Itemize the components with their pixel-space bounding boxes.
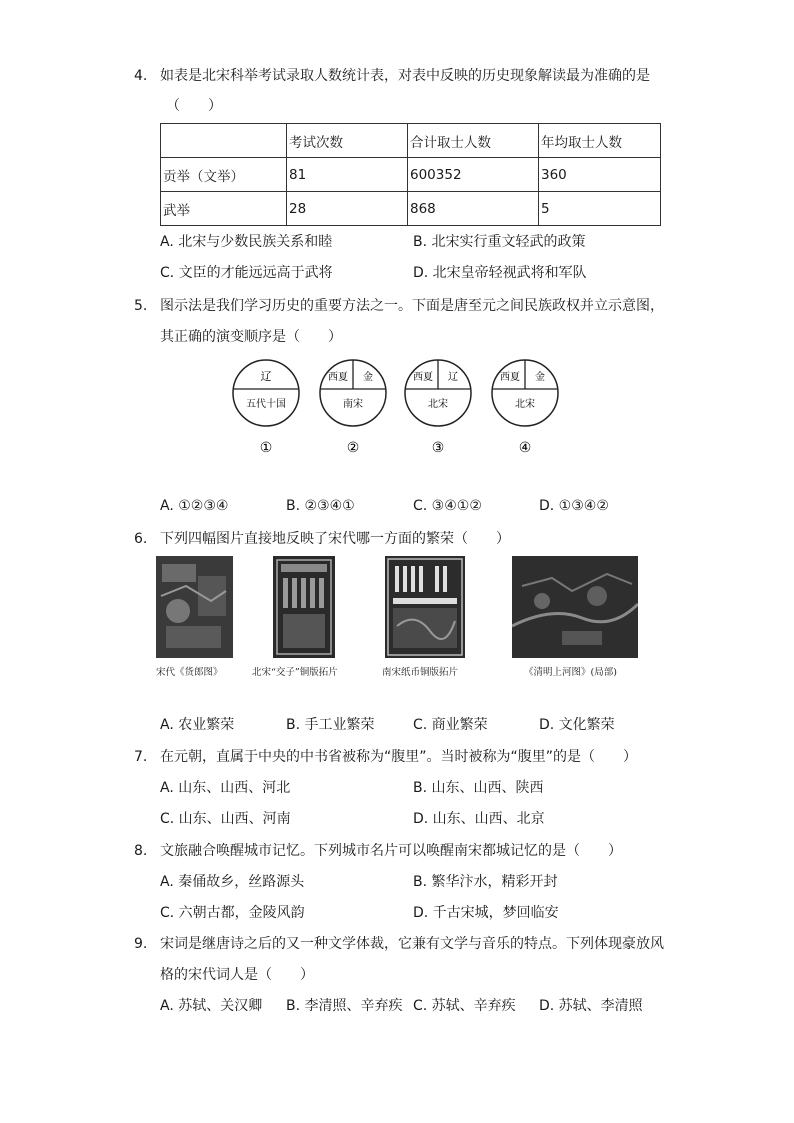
circle-1-label: ①	[259, 440, 273, 456]
table-cell: 868	[408, 192, 539, 226]
paper-money-rubbing-image	[385, 556, 465, 658]
image-caption-1: 宋代《货郎图》	[156, 667, 223, 678]
table-row	[161, 192, 661, 226]
q7-number: 7.	[134, 749, 148, 765]
q9-option-a[interactable]: A. 苏轼、关汉卿	[160, 998, 263, 1014]
regime-circle-2	[320, 360, 386, 456]
q5-option-c[interactable]: C. ③④①②	[413, 498, 482, 514]
table-header-cell	[161, 124, 287, 158]
q8-option-c[interactable]: C. 六朝古都，金陵风韵	[160, 905, 305, 921]
q8-number: 8.	[134, 843, 148, 859]
q9-number: 9.	[134, 936, 148, 952]
circle-3-top-left: 西夏	[413, 372, 433, 383]
circle-2-top-right: 金	[363, 372, 373, 383]
table-cell: 360	[539, 158, 661, 192]
q6-option-d[interactable]: D. 文化繁荣	[539, 717, 615, 733]
q5-option-a[interactable]: A. ①②③④	[160, 498, 229, 514]
table-header-cell: 年均取士人数	[539, 124, 661, 158]
q6-option-a[interactable]: A. 农业繁荣	[160, 717, 235, 733]
table-cell: 28	[287, 192, 408, 226]
q4-stem-line1: 如表是北宋科举考试录取人数统计表，对表中反映的历史现象解读最为准确的是	[160, 68, 650, 84]
image-caption-4: 《清明上河图》(局部)	[524, 667, 617, 678]
q4-number: 4.	[134, 68, 148, 84]
q6-option-c[interactable]: C. 商业繁荣	[413, 717, 488, 733]
table-cell: 600352	[408, 158, 539, 192]
q7-option-b[interactable]: B. 山东、山西、陕西	[413, 780, 544, 796]
q5-stem-line2: 其正确的演变顺序是（ ）	[160, 329, 342, 345]
q5-number: 5.	[134, 298, 148, 314]
circle-4-top-left: 西夏	[500, 372, 520, 383]
q9-option-d[interactable]: D. 苏轼、李清照	[539, 998, 643, 1014]
q9-option-b[interactable]: B. 李清照、辛弃疾	[286, 998, 403, 1014]
q4-option-b[interactable]: B. 北宋实行重文轻武的政策	[413, 234, 586, 250]
table-cell: 贡举（文举）	[161, 158, 287, 192]
q4-option-c[interactable]: C. 文臣的才能远远高于武将	[160, 265, 333, 281]
q4-stat-table	[160, 123, 661, 226]
q6-stem: 下列四幅图片直接地反映了宋代哪一方面的繁荣（ ）	[160, 531, 510, 547]
q9-stem-line2: 格的宋代词人是（ ）	[160, 967, 314, 983]
circle-3-top-right: 辽	[448, 372, 458, 383]
table-cell: 武举	[161, 192, 287, 226]
q4-stem-line2: （ ）	[166, 98, 222, 114]
table-header-row	[161, 124, 661, 158]
q7-stem: 在元朝，直属于中央的中书省被称为“腹里”。当时被称为“腹里”的是（ ）	[160, 749, 638, 765]
q9-option-c[interactable]: C. 苏轼、辛弃疾	[413, 998, 516, 1014]
q6-option-b[interactable]: B. 手工业繁荣	[286, 717, 375, 733]
circle-2-label: ②	[346, 440, 360, 456]
peddler-painting-image	[156, 556, 233, 658]
q7-option-c[interactable]: C. 山东、山西、河南	[160, 811, 291, 827]
q8-stem: 文旅融合唤醒城市记忆。下列城市名片可以唤醒南宋都城记忆的是（ ）	[160, 843, 622, 859]
table-row	[161, 158, 661, 192]
circle-4-top-right: 金	[535, 372, 545, 383]
regime-circle-4	[492, 360, 558, 456]
qingming-scroll-image	[512, 556, 638, 658]
circle-4-bottom: 北宋	[515, 399, 535, 410]
q7-option-d[interactable]: D. 山东、山西、北京	[413, 811, 545, 827]
q6-number: 6.	[134, 531, 148, 547]
jiaozi-rubbing-image	[273, 556, 335, 658]
regime-circle-1	[233, 360, 299, 456]
circle-2-bottom: 南宋	[343, 399, 363, 410]
q5-option-d[interactable]: D. ①③④②	[539, 498, 609, 514]
image-caption-2: 北宋“交子”铜版拓片	[252, 667, 338, 678]
regime-circle-3	[405, 360, 471, 456]
q4-option-d[interactable]: D. 北宋皇帝轻视武将和军队	[413, 265, 587, 281]
table-header-cell: 合计取士人数	[408, 124, 539, 158]
circle-1-top: 辽	[260, 370, 272, 383]
q9-stem-line1: 宋词是继唐诗之后的又一种文学体裁，它兼有文学与音乐的特点。下列体现豪放风	[160, 936, 664, 952]
q8-option-a[interactable]: A. 秦俑故乡，丝路源头	[160, 874, 305, 890]
image-caption-3: 南宋纸币铜版拓片	[382, 667, 459, 678]
q5-option-b[interactable]: B. ②③④①	[286, 498, 355, 514]
table-cell: 5	[539, 192, 661, 226]
q4-option-a[interactable]: A. 北宋与少数民族关系和睦	[160, 234, 333, 250]
q8-option-d[interactable]: D. 千古宋城，梦回临安	[413, 905, 559, 921]
circle-1-bottom: 五代十国	[246, 399, 286, 410]
circle-2-top-left: 西夏	[328, 372, 348, 383]
q5-stem-line1: 图示法是我们学习历史的重要方法之一。下面是唐至元之间民族政权并立示意图，	[160, 298, 664, 314]
circle-3-bottom: 北宋	[428, 399, 448, 410]
circle-3-label: ③	[431, 440, 445, 456]
q7-option-a[interactable]: A. 山东、山西、河北	[160, 780, 291, 796]
q5-regime-diagram	[225, 355, 565, 465]
circle-4-label: ④	[518, 440, 532, 456]
q8-option-b[interactable]: B. 繁华汴水，精彩开封	[413, 874, 558, 890]
table-cell: 81	[287, 158, 408, 192]
table-header-cell: 考试次数	[287, 124, 408, 158]
